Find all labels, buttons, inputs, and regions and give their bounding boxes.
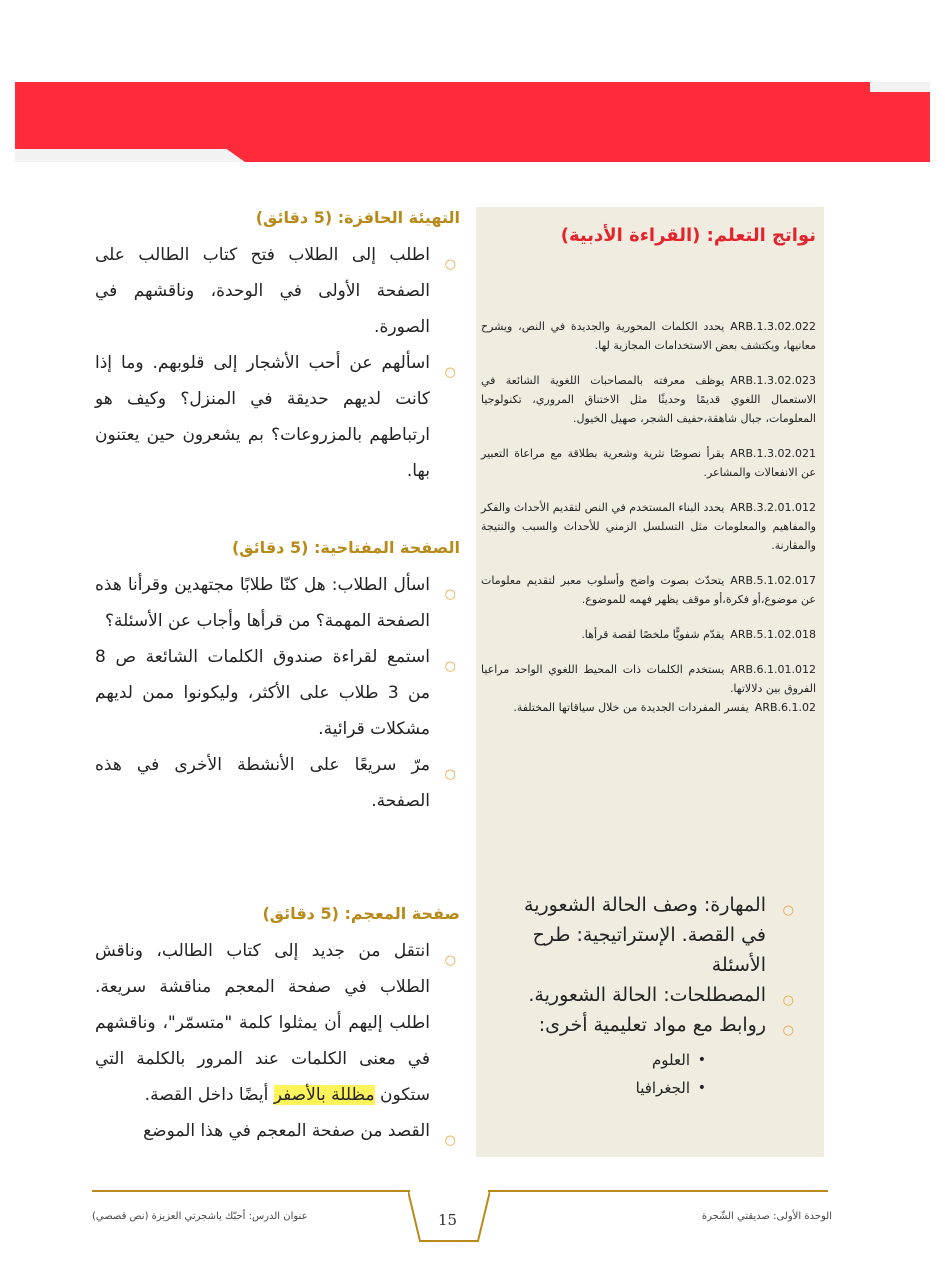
- list-item: ○ اسأل الطلاب: هل كنّا طلابًا مجتهدين وقرأنا هذه الصفحة المهمة؟ من قرأها وأجاب عن الأسئلة؟: [95, 575, 456, 631]
- circle-bullet-icon: ○: [444, 587, 456, 602]
- circle-bullet-icon: ○: [444, 767, 456, 782]
- link-item: • العلوم: [496, 1046, 706, 1074]
- outcome-item: ARB.5.1.02.017يتحدّث بصوت واضح وأسلوب معبر لتقديم معلومات عن موضوع،أو فكرة،أو موقف يظهر فهمه للموضوع.: [481, 574, 816, 606]
- outcome-item: ARB.1.3.02.021يقرأ نصوصًا نثرية وشعرية بطلاقة مع مراعاة التعبير عن الانفعالات والمشاعر.: [481, 447, 816, 479]
- list-item: ○ انتقل من جديد إلى كتاب الطالب، وناقش الطلاب في صفحة المعجم مناقشة سريعة. اطلب إليهم أن يمثلوا كلمة "متسمّر"، وناقشهم في معنى الكلمات عند المرور بالكلمة التي ستكون مظللة بالأصفر أيضًا داخل القصة.: [95, 941, 456, 1105]
- outcomes-list: [481, 317, 816, 733]
- warmup-items: [95, 237, 460, 489]
- banner-stripe: [15, 149, 245, 162]
- footer-lesson-title: عنوان الدرس: أحبّك ياشجرتي العزيزة (نص قصصي): [92, 1211, 308, 1222]
- dot-bullet-icon: •: [697, 1080, 706, 1096]
- learning-outcomes-panel: [476, 207, 824, 1157]
- banner-stripe-right: [870, 82, 930, 92]
- circle-bullet-icon: ○: [444, 257, 456, 272]
- panel-title: نواتج التعلم: (القراءة الأدبية): [560, 225, 816, 246]
- dot-bullet-icon: •: [697, 1052, 706, 1068]
- section-title-key-page: الصفحة المفتاحية: (5 دقائق): [231, 538, 460, 557]
- circle-bullet-icon: ○: [782, 1023, 794, 1038]
- outcome-item: ARB.1.3.02.023يوظف معرفته بالمصاحبات اللغوية الشائعة في الاستعمال اللغوي قديمًا وحديثًا مثل الاختناق المروري، تكنولوجيا المعلومات، جبال شاهقة،حفيف الشجر، صهيل الخيول.: [481, 374, 816, 425]
- list-item: ○ استمع لقراءة صندوق الكلمات الشائعة ص 8 من 3 طلاب على الأكثر، وليكونوا ممن لديهم مشكلات قرائية.: [95, 647, 456, 739]
- footer-divider-left: [92, 1190, 410, 1192]
- glossary-items: [95, 933, 460, 1149]
- skill-item: ○ المصطلحات: الحالة الشعورية.: [496, 980, 796, 1010]
- circle-bullet-icon: ○: [782, 903, 794, 918]
- skill-item: ○ المهارة: وصف الحالة الشعورية في القصة. الإستراتيجية: طرح الأسئلة: [524, 894, 794, 976]
- key-page-items: [95, 567, 460, 819]
- skills-list: [496, 890, 796, 1102]
- header-banner: [15, 82, 930, 162]
- outcome-item: ARB.6.1.01.012يستخدم الكلمات ذات المحيط اللغوي الواحد مراعيا الفروق بين دلالاتها.: [481, 663, 816, 695]
- list-item: ○ اسألهم عن أحب الأشجار إلى قلوبهم. وما إذا كانت لديهم حديقة في المنزل؟ وكيف هو ارتباطهم بالمزروعات؟ بم يشعرون حين يعتنون بها.: [95, 353, 456, 481]
- list-item: ○ مرّ سريعًا على الأنشطة الأخرى في هذه الصفحة.: [95, 755, 456, 811]
- page-number: 15: [438, 1211, 458, 1229]
- outcome-item: ARB.3.2.01.012يحدد البناء المستخدم في النص لتقديم الأحداث والفكر والمفاهيم والمعلومات مثل التسلسل الزمني للأحداث والسبب والنتيجة والمقارنة.: [481, 501, 816, 552]
- footer-unit-title: الوحدة الأولى: صديقتي الشّجرة: [701, 1211, 832, 1222]
- circle-bullet-icon: ○: [444, 953, 456, 968]
- list-item: ○ اطلب إلى الطلاب فتح كتاب الطالب على الصفحة الأولى في الوحدة، وناقشهم في الصورة.: [95, 245, 456, 337]
- outcome-item: ARB.1.3.02.022يحدد الكلمات المحورية والجديدة في النص، ويشرح معانيها، ويكتشف بعض الاستخدامات المجازية لها.: [481, 320, 816, 352]
- highlighted-text: مظللة بالأصفر: [273, 1085, 375, 1105]
- outcome-item: ARB.6.1.02يفسر المفردات الجديدة من خلال سياقاتها المختلفة.: [513, 701, 816, 714]
- circle-bullet-icon: ○: [444, 365, 456, 380]
- section-title-glossary: صفحة المعجم: (5 دقائق): [262, 904, 460, 923]
- skill-item: ○ روابط مع مواد تعليمية أخرى: • العلوم • الجغرافيا: [496, 1010, 796, 1102]
- links-list: [496, 1046, 766, 1102]
- circle-bullet-icon: ○: [444, 1133, 456, 1148]
- section-title-warmup: التهيئة الحافزة: (5 دقائق): [255, 208, 460, 227]
- outcome-item: ARB.5.1.02.018يقدّم شفويًّا ملخصًا لقصة قرأها.: [581, 628, 816, 641]
- link-item: • الجغرافيا: [496, 1074, 706, 1102]
- footer-divider-right: [488, 1190, 828, 1192]
- circle-bullet-icon: ○: [782, 993, 794, 1008]
- list-item: ○ القصد من صفحة المعجم في هذا الموضع: [95, 1113, 460, 1149]
- circle-bullet-icon: ○: [444, 659, 456, 674]
